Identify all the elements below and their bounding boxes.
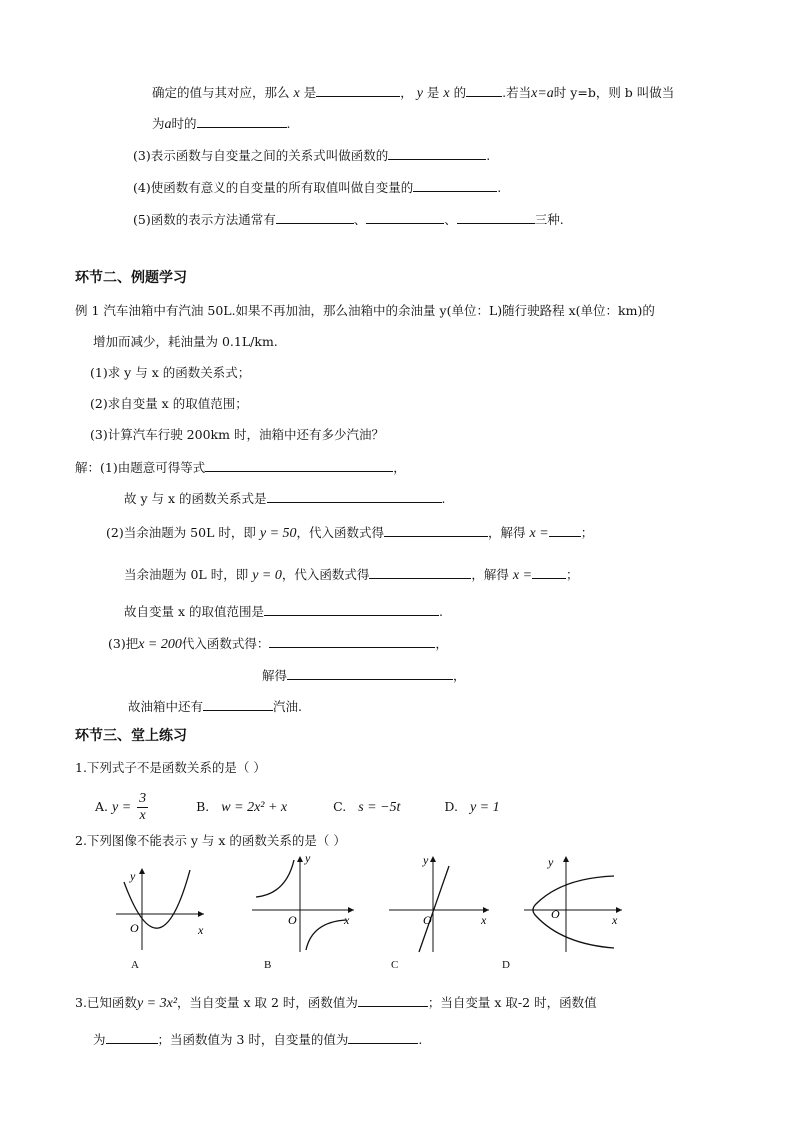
hyperbola-branch-lower	[306, 920, 346, 950]
origin-label: O	[130, 921, 139, 935]
equation: x =	[512, 568, 533, 583]
item-text: (4)使函数有意义的自变量的所有取值叫做自变量的	[133, 180, 414, 195]
problem-text: 3.已知函数	[75, 995, 137, 1010]
equation: y = 3x²	[136, 996, 178, 1011]
solution-3	[106, 523, 593, 543]
graph-b	[250, 852, 360, 954]
linear-line	[419, 866, 449, 952]
blank[interactable]	[264, 602, 439, 616]
var-x: x	[443, 86, 450, 101]
blank[interactable]	[549, 523, 581, 537]
blank[interactable]	[269, 634, 435, 648]
section-3-title: 环节三、堂上练习	[75, 728, 187, 744]
solution-text: 故自变量 x 的取值范围是	[124, 604, 264, 619]
solution-text: .	[439, 604, 443, 619]
origin-label: O	[288, 913, 297, 927]
problem-1-options	[95, 791, 500, 824]
question-2: (2)求自变量 x 的取值范围；	[90, 396, 248, 411]
x-axis-label: x	[612, 913, 618, 927]
solution-text: ，解得	[488, 525, 526, 540]
var-a: a	[164, 117, 172, 132]
question-3: (3)计算汽车行驶 200km 时，油箱中还有多少汽油？	[90, 427, 384, 442]
item-text: 三种.	[534, 212, 564, 227]
problem-3-line-1	[75, 993, 597, 1013]
blank[interactable]	[205, 458, 393, 472]
intro-text: 时	[553, 85, 567, 100]
intro-text: 确定的值与其对应，那么	[152, 85, 290, 100]
blank[interactable]	[203, 697, 273, 711]
intro-text: 时的	[171, 116, 197, 131]
y-axis-arrow	[139, 868, 145, 874]
intro-item-4	[133, 178, 501, 197]
blank[interactable]	[366, 210, 444, 224]
example-1-line-2: 增加而减少，耗油量为 0.1L/km.	[93, 334, 278, 349]
graph-c-label: C	[391, 959, 399, 971]
solution-text: 当余油题为 0L 时，即	[124, 567, 249, 582]
option-label: B.	[196, 799, 210, 814]
equation: y = 0	[252, 568, 282, 583]
solution-4	[124, 565, 579, 585]
blank[interactable]	[358, 993, 428, 1007]
blank[interactable]	[348, 1030, 418, 1044]
blank[interactable]	[287, 666, 453, 680]
graph-d	[522, 852, 628, 954]
x-axis-label: x	[481, 913, 487, 927]
intro-text: 是	[426, 85, 440, 100]
intro-text: .	[286, 116, 291, 131]
intro-item-3	[133, 146, 490, 165]
solution-text: (2)当余油题为 50L 时，即	[106, 525, 256, 540]
intro-text: y=b，则 b 叫做当	[570, 85, 675, 100]
intro-line-2	[152, 114, 291, 134]
solution-6	[108, 634, 448, 654]
option-label: D.	[444, 799, 458, 814]
equation: y =	[112, 800, 132, 815]
solution-text: 汽油.	[273, 699, 302, 714]
graph-c	[385, 852, 495, 954]
intro-line-1	[152, 83, 674, 103]
problem-2: 2.下列图像不能表示 y 与 x 的函数关系的是（ ）	[75, 833, 346, 848]
intro-text: .若当	[502, 85, 532, 100]
var-x: x	[293, 86, 300, 101]
origin-label: O	[423, 913, 432, 927]
item-text: 、	[353, 212, 367, 227]
equation: x = 200	[138, 637, 182, 652]
example-1-line-1: 例 1 汽车油箱中有汽油 50L.如果不再加油，那么油箱中的余油量 y(单位：L)随行驶路程 x(单位：km)的	[75, 303, 655, 318]
solution-text: (3)把	[108, 636, 139, 651]
equation: x =	[529, 526, 549, 541]
intro-text: 的	[453, 85, 467, 100]
blank[interactable]	[267, 489, 442, 503]
blank[interactable]	[316, 83, 400, 97]
solution-text: 解：(1)由题意可得等式	[75, 460, 206, 475]
blank[interactable]	[457, 210, 535, 224]
intro-item-5	[133, 210, 564, 229]
item-text: .	[497, 180, 502, 195]
blank[interactable]	[197, 114, 287, 128]
y-axis-label: y	[423, 853, 429, 867]
solution-8	[128, 697, 302, 716]
x-axis-label: x	[344, 913, 350, 927]
option-label: C.	[333, 799, 347, 814]
blank[interactable]	[276, 210, 354, 224]
solution-5	[124, 602, 443, 621]
y-axis-arrow	[430, 856, 436, 862]
y-axis-arrow	[563, 856, 569, 862]
intro-text: 为	[152, 116, 165, 131]
x-axis-arrow	[198, 911, 204, 917]
solution-text: 解得	[262, 668, 288, 683]
item-text: 、	[444, 212, 457, 227]
solution-text: 故 y 与 x 的函数关系式是	[124, 491, 267, 506]
solution-text: .	[441, 491, 446, 506]
blank[interactable]	[384, 523, 488, 537]
y-axis-label: y	[548, 855, 554, 869]
problem-text: 为	[93, 1032, 106, 1047]
solution-text: ；	[566, 567, 579, 582]
item-text: (3)表示函数与自变量之间的关系式叫做函数的	[133, 148, 389, 163]
var-xa: x=a	[531, 86, 554, 101]
solution-text: ，	[393, 460, 406, 475]
origin-label: O	[551, 907, 560, 921]
solution-text: ，解得	[471, 567, 509, 582]
y-axis-label: y	[305, 852, 311, 865]
solution-text: ，代入函数式得	[296, 525, 385, 540]
solution-7	[262, 666, 466, 685]
graph-a	[112, 862, 212, 954]
section-2-title: 环节二、例题学习	[75, 270, 187, 286]
problem-text: ，当自变量 x 取 2 时，函数值为	[177, 995, 358, 1010]
sideways-parabola	[533, 876, 614, 948]
solution-1	[75, 458, 406, 477]
y-axis-label: y	[130, 869, 136, 883]
solution-text: ，代入函数式得	[281, 567, 370, 582]
intro-text: 是	[303, 85, 317, 100]
blank[interactable]	[106, 1030, 158, 1044]
y-axis-arrow	[297, 856, 303, 862]
equation: y = 1	[469, 800, 500, 815]
blank[interactable]	[369, 565, 471, 579]
graph-d-label: D	[502, 959, 510, 971]
solution-text: 故油箱中还有	[128, 699, 204, 714]
equation: s = −5t	[358, 800, 401, 815]
solution-text: 代入函数式得：	[181, 636, 270, 651]
problem-1: 1.下列式子不是函数关系的是（ ）	[75, 760, 266, 775]
problem-3-line-2	[93, 1030, 422, 1049]
option-label: A.	[95, 799, 109, 814]
intro-text: ，	[400, 85, 413, 100]
solution-2	[124, 489, 446, 508]
hyperbola-branch-upper	[256, 860, 294, 897]
blank[interactable]	[413, 178, 497, 192]
equation: y = 50	[259, 526, 297, 541]
solution-text: ；	[580, 525, 594, 540]
problem-text: .	[418, 1032, 423, 1047]
var-y: y	[416, 86, 423, 101]
graph-a-label: A	[131, 959, 139, 971]
problem-text: ；当自变量 x 取-2 时，函数值	[427, 995, 597, 1010]
fraction	[137, 791, 148, 824]
question-1: (1)求 y 与 x 的函数关系式；	[90, 365, 251, 380]
equation: w = 2x² + x	[221, 800, 288, 815]
solution-text: ，	[453, 668, 466, 683]
numerator: 3	[139, 791, 147, 806]
problem-text: ；当函数值为 3 时，自变量的值为	[157, 1032, 349, 1047]
denominator: x	[139, 808, 146, 823]
blank[interactable]	[466, 83, 502, 97]
blank[interactable]	[532, 565, 566, 579]
blank[interactable]	[388, 146, 486, 160]
item-text: .	[486, 148, 491, 163]
item-text: (5)函数的表示方法通常有	[133, 212, 276, 227]
graph-b-label: B	[264, 959, 272, 971]
x-axis-label: x	[198, 923, 204, 937]
solution-text: ，	[435, 636, 448, 651]
